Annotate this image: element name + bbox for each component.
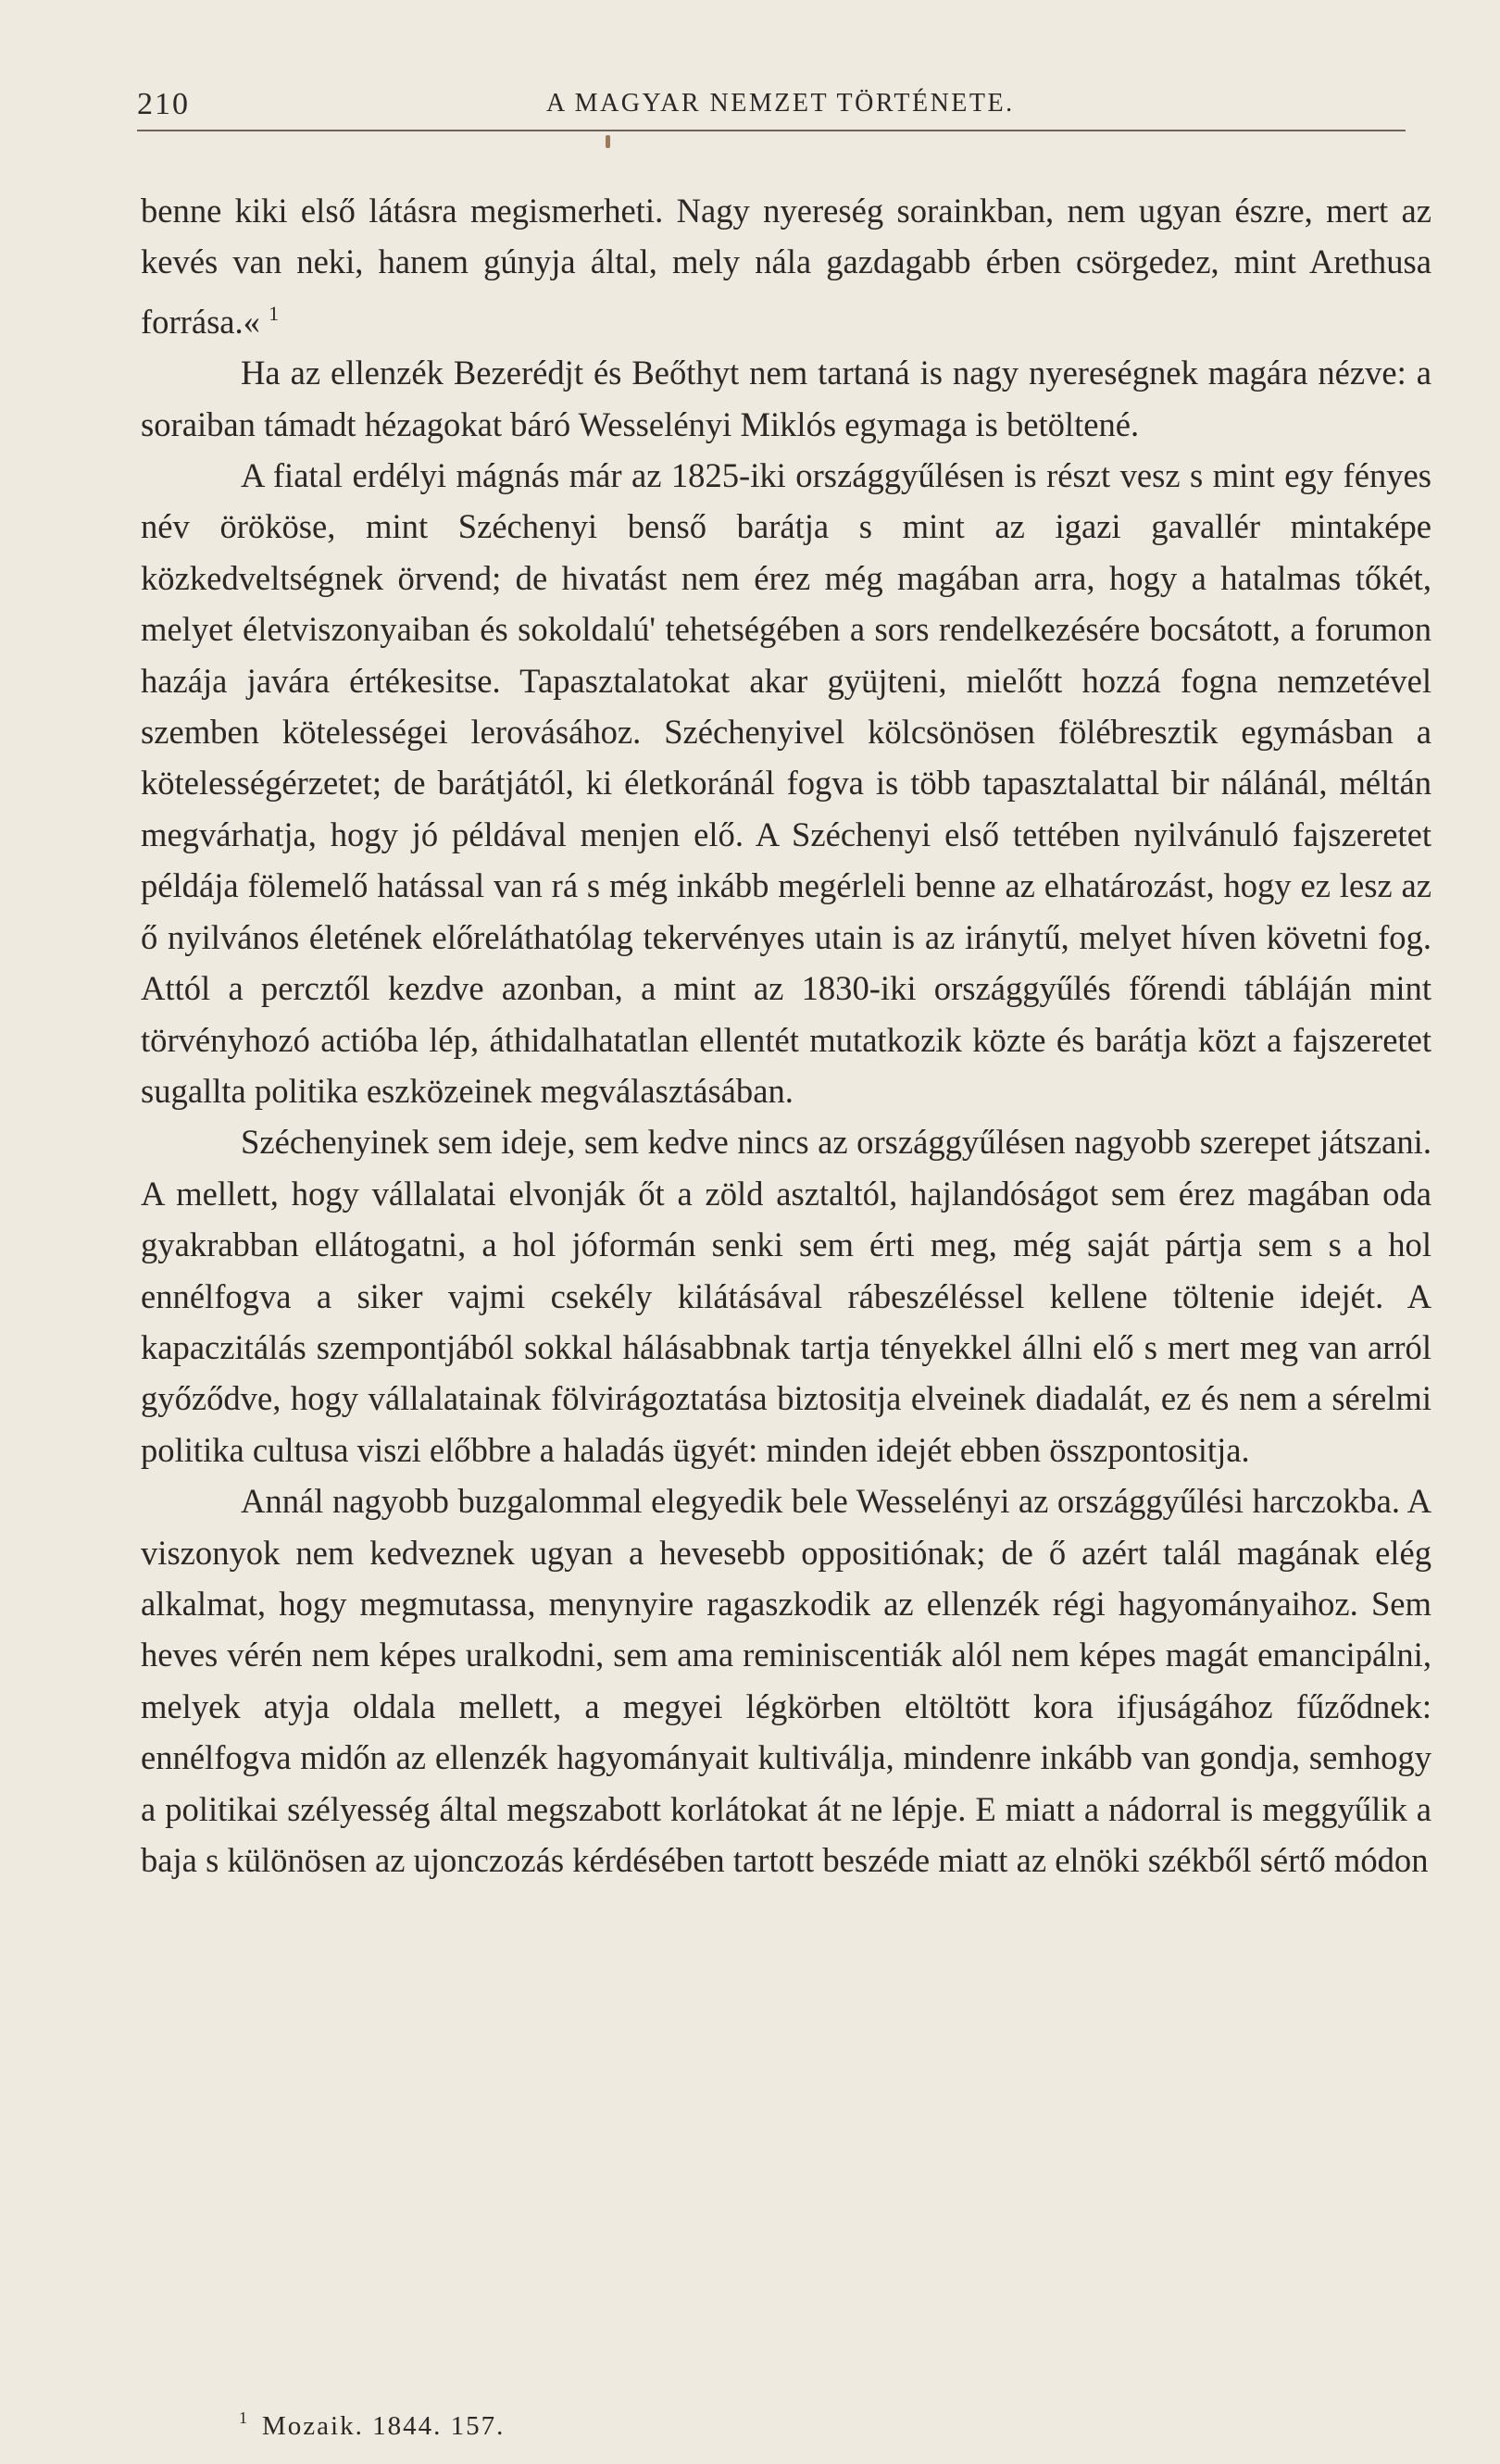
page-number: 210 [137,87,190,121]
running-head: A MAGYAR NEMZET TÖRTÉNETE. [546,89,1015,118]
paragraph-text: benne kiki első látásra megismerheti. Nagy nyereség sorainkban, nem ugyan észre, mert az kevés van neki, hanem gúnyja által, mely nála gazdagabb érben csörgedez, mint Arethusa forrása.« [141,192,1431,341]
footnote-marker: 1 [239,2408,249,2427]
paragraph: Ha az ellenzék Bezerédjt és Beőthyt nem tartaná is nagy nyereségnek magára nézve: a soraiban támadt hézagokat báró Wesselényi Miklós egymaga is betöltené. [141,354,1431,443]
footnote-reference: 1 [269,301,280,325]
paragraph: A fiatal erdélyi mágnás már az 1825-iki országgyűlésen is részt vesz s mint egy fényes név örököse, mint Széchenyi benső barátja s mint az igazi gavallér mintaképe közkedveltségnek örvend; de hivatást nem érez még magában arra, hogy a hatalmas tőkét, melyet életviszonyaiban és sokoldalú' tehetségében a sors rendelkezésére bocsátott, a forumon hazája javára értékesitse. Tapasztalatokat akar gyüjteni, mielőtt hozzá fogna nemzetével szemben kötelességei lerovásához. Széchenyivel kölcsönösen fölébresztik egymásban a kötelességérzetet; de barátjától, ki életkoránál fogva is több tapasztalattal bir nálánál, méltán megvárhatja, hogy jó példával menjen elő. A Széchenyi első tettében nyilvánuló fajszeretet példája fölemelő hatással van rá s még inkább megérleli benne az elhatározást, hogy ez lesz az ő nyilvános életének előreláthatólag tekervényes utain is az iránytű, melyet híven követni fog. Attól a percztől kezdve azonban, a mint az 1830-iki országgyűlés főrendi tábláján mint törvényhozó actióba lép, áthidalhatatlan ellentét mutatkozik közte és barátja közt a fajszeretet sugallta politika eszközeinek megválasztásában. [141,456,1431,1110]
paragraph: Széchenyinek sem ideje, sem kedve nincs az országgyűlésen nagyobb szerepet játszani. A mellett, hogy vállalatai elvonják őt a zöld asztaltól, hajlandóságot sem érez magában oda gyakrabban ellátogatni, a hol jóformán senki sem érti meg, még saját pártja sem s a hol ennélfogva a siker vajmi csekély kilátásával rábeszéléssel kellene töltenie idejét. A kapaczitálás szempontjából sokkal hálásabbnak tartja tényekkel állni elő s mert meg van arról győződve, hogy vállalatainak fölvirágoztatása biztositja elveinek diadalát, ez és nem a sérelmi politika cultusa viszi előbbre a haladás ügyét: minden idejét ebben összpontositja. [141,1123,1431,1469]
paragraph [141,185,1431,347]
footnote-text: Mozaik. 1844. 157. [262,2411,506,2441]
header-rule [137,130,1406,131]
paragraph: Annál nagyobb buzgalommal elegyedik bele Wesselényi az országgyűlési harczokba. A viszonyok nem kedveznek ugyan a hevesebb oppositiónak; de ő azért talál magának elég alkalmat, hogy megmutassa, menynyire ragaszkodik az ellenzék régi hagyományaihoz. Sem heves vérén nem képes uralkodni, sem ama reminiscentiák alól nem képes magát emancipálni, melyek atyja oldala mellett, a megyei légkörben eltöltött kora ifjuságához fűződnek: ennélfogva midőn az ellenzék hagyományait kultiválja, mindenre inkább van gondja, semhogy a politikai szélyesség által megszabott korlátokat át ne lépje. E miatt a nádorral is meggyűlik a baja s különösen az ujonczozás kérdésében tartott beszéde miatt az elnöki székből sértő módon [141,1482,1431,1879]
body-text [141,185,1431,1885]
footnote [239,2408,505,2442]
ink-speck [606,135,610,148]
page-header [137,80,1400,124]
